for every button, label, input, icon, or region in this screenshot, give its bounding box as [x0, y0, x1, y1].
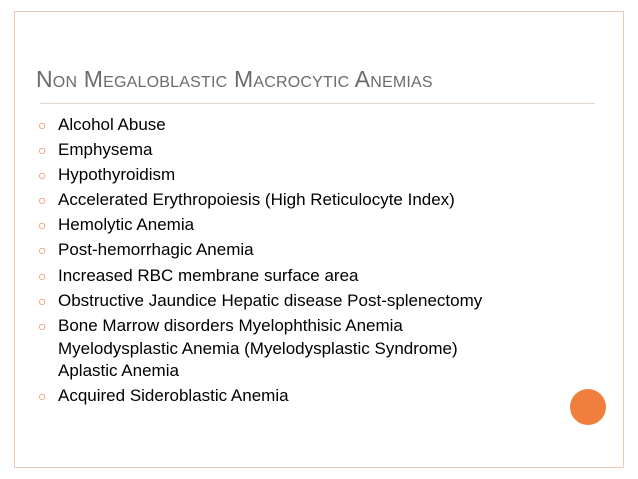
circle-bullet-icon: ○	[38, 242, 47, 259]
bullet-text: Bone Marrow disorders Myelophthisic Anemia	[58, 315, 403, 335]
bullet-item	[38, 114, 598, 137]
bullet-list	[38, 114, 598, 411]
bullet-text: Post-hemorrhagic Anemia	[58, 240, 254, 260]
bullet-item	[38, 385, 598, 408]
circle-bullet-icon: ○	[38, 117, 47, 133]
bullet-text: Aplastic Anemia	[58, 361, 179, 381]
title-divider	[40, 103, 595, 104]
circle-bullet-icon: ○	[38, 217, 47, 234]
circle-bullet-icon: ○	[38, 388, 47, 405]
bullet-item	[38, 315, 598, 383]
bullet-text: Obstructive Jaundice Hepatic disease Post-splenectomy	[58, 290, 483, 310]
circle-bullet-icon: ○	[38, 292, 47, 309]
circle-bullet-icon: ○	[38, 267, 47, 284]
bullet-item	[38, 189, 598, 212]
circle-bullet-icon: ○	[38, 167, 47, 184]
bullet-text: Emphysema	[58, 140, 153, 160]
circle-bullet-icon: ○	[38, 317, 47, 334]
bullet-item	[38, 265, 598, 288]
bullet-text: Accelerated Erythropoiesis (High Reticulocyte Index)	[58, 190, 455, 210]
bullet-item	[38, 214, 598, 237]
bullet-item	[38, 164, 598, 187]
bullet-item	[38, 239, 598, 262]
bullet-text: Acquired Sideroblastic Anemia	[58, 386, 289, 406]
bullet-text: Hemolytic Anemia	[58, 215, 195, 235]
slide-title: Non Megaloblastic Macrocytic Anemias	[36, 66, 433, 92]
circle-bullet-icon: ○	[38, 192, 47, 209]
circle-bullet-icon: ○	[38, 142, 47, 159]
bullet-item	[38, 139, 598, 162]
orange-circle-decoration	[570, 389, 606, 425]
bullet-text: Alcohol Abuse	[58, 115, 166, 134]
bullet-text: Hypothyroidism	[58, 165, 176, 185]
bullet-item	[38, 290, 598, 313]
bullet-text: Myelodysplastic Anemia (Myelodysplastic Syndrome)	[58, 338, 458, 358]
bullet-text: Increased RBC membrane surface area	[58, 265, 359, 285]
